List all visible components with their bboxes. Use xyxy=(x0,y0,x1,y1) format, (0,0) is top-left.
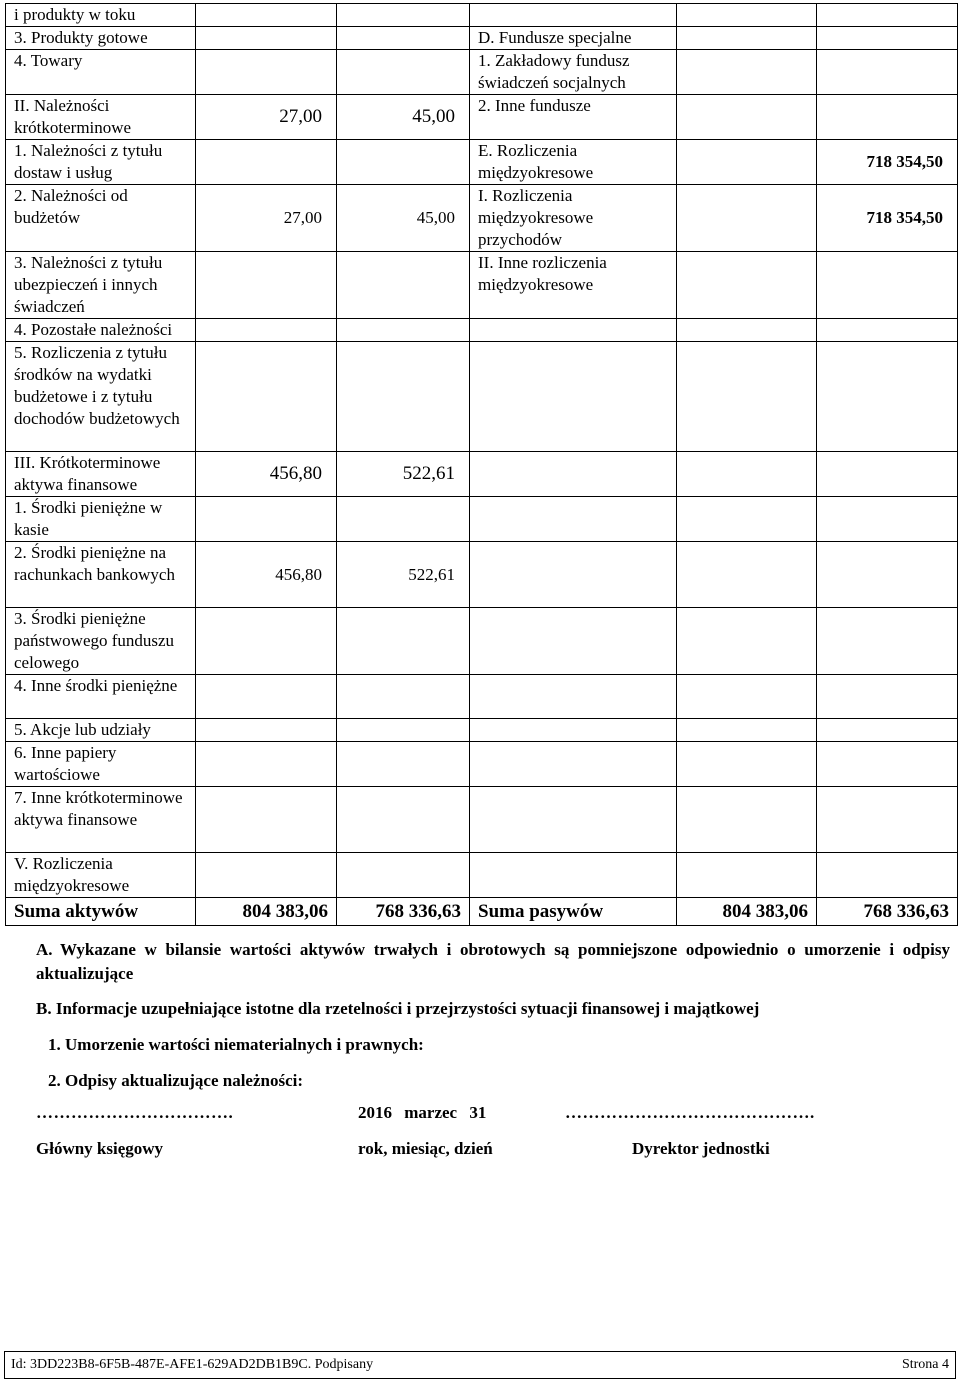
asset-value-1: 456,80 xyxy=(196,542,337,608)
liability-value-2 xyxy=(817,497,958,542)
liability-label xyxy=(470,542,677,608)
asset-value-2: 45,00 xyxy=(337,95,470,140)
note-a xyxy=(36,938,950,986)
asset-value-2 xyxy=(337,608,470,675)
asset-label: II. Należności krótkoterminowe xyxy=(6,95,196,140)
liability-value-1 xyxy=(677,853,817,898)
asset-value-2 xyxy=(337,719,470,742)
liability-value-2 xyxy=(817,675,958,719)
sum-liabilities-label: Suma pasywów xyxy=(470,898,677,926)
sum-assets-label: Suma aktywów xyxy=(6,898,196,926)
signature-line-right: ……………………………………. xyxy=(565,1103,815,1122)
asset-value-1 xyxy=(196,675,337,719)
asset-value-2 xyxy=(337,497,470,542)
liability-label xyxy=(470,742,677,787)
asset-label: 3. Należności z tytułu ubezpieczeń i innych świadczeń xyxy=(6,252,196,319)
asset-label: 6. Inne papiery wartościowe xyxy=(6,742,196,787)
asset-value-2 xyxy=(337,140,470,185)
asset-value-1: 27,00 xyxy=(196,95,337,140)
note-a-letter: A. xyxy=(36,940,53,959)
signature-line-left: ……………………………. xyxy=(36,1103,234,1122)
asset-label: 5. Akcje lub udziały xyxy=(6,719,196,742)
liability-label: E. Rozliczenia międzyokresowe xyxy=(470,140,677,185)
asset-label: 5. Rozliczenia z tytułu środków na wydatki budżetowe i z tytułu dochodów budżetowych xyxy=(6,342,196,452)
liability-label xyxy=(470,342,677,452)
sum-liabilities-value-2: 768 336,63 xyxy=(817,898,958,926)
date-label: rok, miesiąc, dzień xyxy=(358,1139,493,1158)
table-row xyxy=(6,787,958,853)
liability-value-2 xyxy=(817,787,958,853)
asset-value-1 xyxy=(196,853,337,898)
liability-value-1 xyxy=(677,742,817,787)
liability-value-2 xyxy=(817,608,958,675)
director-label: Dyrektor jednostki xyxy=(632,1139,770,1158)
table-row xyxy=(6,719,958,742)
asset-value-1 xyxy=(196,342,337,452)
asset-value-1 xyxy=(196,27,337,50)
asset-value-2 xyxy=(337,4,470,27)
liability-value-2 xyxy=(817,542,958,608)
table-row xyxy=(6,140,958,185)
liability-label xyxy=(470,675,677,719)
sum-assets-value-2: 768 336,63 xyxy=(337,898,470,926)
liability-label xyxy=(470,853,677,898)
asset-value-2 xyxy=(337,742,470,787)
asset-label: 2. Środki pieniężne na rachunkach bankowych xyxy=(6,542,196,608)
asset-label: V. Rozliczenia międzyokresowe xyxy=(6,853,196,898)
liability-value-1 xyxy=(677,50,817,95)
asset-value-1 xyxy=(196,4,337,27)
liability-value-2 xyxy=(817,50,958,95)
table-row xyxy=(6,27,958,50)
liability-label: 1. Zakładowy fundusz świadczeń socjalnych xyxy=(470,50,677,95)
liability-label xyxy=(470,497,677,542)
liability-value-2 xyxy=(817,319,958,342)
liability-value-1 xyxy=(677,497,817,542)
asset-label: 1. Należności z tytułu dostaw i usług xyxy=(6,140,196,185)
liability-label xyxy=(470,719,677,742)
note-b-letter: B. xyxy=(36,999,52,1018)
asset-value-2: 522,61 xyxy=(337,542,470,608)
note-b-text: Informacje uzupełniające istotne dla rzetelności i przejrzystości sytuacji finansowej i majątkowej xyxy=(55,999,760,1018)
table-row xyxy=(6,452,958,497)
asset-value-2 xyxy=(337,319,470,342)
table-row xyxy=(6,50,958,95)
signature-date: 2016 marzec 31 xyxy=(358,1103,487,1122)
liability-value-2 xyxy=(817,342,958,452)
note-item-2: 2. Odpisy aktualizujące należności: xyxy=(48,1071,304,1090)
asset-value-1 xyxy=(196,319,337,342)
liability-value-1 xyxy=(677,787,817,853)
liability-value-1 xyxy=(677,95,817,140)
asset-value-2 xyxy=(337,675,470,719)
asset-value-2 xyxy=(337,252,470,319)
liability-label xyxy=(470,452,677,497)
liability-value-2 xyxy=(817,252,958,319)
asset-label: 3. Środki pieniężne państwowego funduszu celowego xyxy=(6,608,196,675)
note-a-text: Wykazane w bilansie wartości aktywów trwałych i obrotowych są pomniejszone odpowiednio o umorzenie i odpisy aktualizujące xyxy=(36,940,950,983)
asset-value-2 xyxy=(337,787,470,853)
asset-label: 4. Inne środki pieniężne xyxy=(6,675,196,719)
liability-value-1 xyxy=(677,452,817,497)
page-footer xyxy=(4,1351,956,1379)
asset-value-1 xyxy=(196,252,337,319)
balance-sheet-table xyxy=(5,3,958,926)
table-row xyxy=(6,252,958,319)
liability-value-1 xyxy=(677,27,817,50)
liability-value-2 xyxy=(817,452,958,497)
liability-value-2: 718 354,50 xyxy=(817,185,958,252)
liability-value-1 xyxy=(677,608,817,675)
table-row xyxy=(6,319,958,342)
liability-label: I. Rozliczenia międzyokresowe przychodów xyxy=(470,185,677,252)
note-item-1: 1. Umorzenie wartości niematerialnych i prawnych: xyxy=(48,1035,424,1054)
asset-value-1 xyxy=(196,608,337,675)
asset-label: 4. Pozostałe należności xyxy=(6,319,196,342)
asset-label: 1. Środki pieniężne w kasie xyxy=(6,497,196,542)
asset-label: 3. Produkty gotowe xyxy=(6,27,196,50)
liability-label xyxy=(470,787,677,853)
asset-value-2 xyxy=(337,27,470,50)
liability-value-1 xyxy=(677,342,817,452)
liability-label xyxy=(470,608,677,675)
asset-value-1: 27,00 xyxy=(196,185,337,252)
asset-value-2: 45,00 xyxy=(337,185,470,252)
sum-liabilities-value-1: 804 383,06 xyxy=(677,898,817,926)
asset-label: 2. Należności od budżetów xyxy=(6,185,196,252)
asset-value-2 xyxy=(337,50,470,95)
liability-value-1 xyxy=(677,319,817,342)
table-row xyxy=(6,4,958,27)
asset-value-1: 456,80 xyxy=(196,452,337,497)
liability-value-2 xyxy=(817,742,958,787)
liability-label: 2. Inne fundusze xyxy=(470,95,677,140)
liability-value-2: 718 354,50 xyxy=(817,140,958,185)
liability-value-1 xyxy=(677,675,817,719)
table-row xyxy=(6,608,958,675)
table-row xyxy=(6,342,958,452)
asset-value-1 xyxy=(196,50,337,95)
liability-value-1 xyxy=(677,185,817,252)
note-b xyxy=(36,997,950,1021)
table-row xyxy=(6,95,958,140)
liability-value-1 xyxy=(677,252,817,319)
asset-value-2 xyxy=(337,342,470,452)
liability-label: D. Fundusze specjalne xyxy=(470,27,677,50)
asset-value-2 xyxy=(337,853,470,898)
liability-value-1 xyxy=(677,719,817,742)
asset-value-1 xyxy=(196,140,337,185)
asset-label: i produkty w toku xyxy=(6,4,196,27)
liability-value-1 xyxy=(677,542,817,608)
table-row xyxy=(6,742,958,787)
sum-assets-value-1: 804 383,06 xyxy=(196,898,337,926)
liability-value-2 xyxy=(817,4,958,27)
table-row xyxy=(6,185,958,252)
table-row xyxy=(6,853,958,898)
liability-label: II. Inne rozliczenia międzyokresowe xyxy=(470,252,677,319)
liability-value-1 xyxy=(677,4,817,27)
liability-value-1 xyxy=(677,140,817,185)
asset-value-2: 522,61 xyxy=(337,452,470,497)
liability-value-2 xyxy=(817,719,958,742)
chief-accountant-label: Główny księgowy xyxy=(36,1139,164,1158)
page-number: Strona 4 xyxy=(901,1357,949,1372)
asset-value-1 xyxy=(196,787,337,853)
table-row xyxy=(6,497,958,542)
liability-label xyxy=(470,319,677,342)
table-row xyxy=(6,675,958,719)
liability-value-2 xyxy=(817,27,958,50)
liability-value-2 xyxy=(817,853,958,898)
liability-label xyxy=(470,4,677,27)
document-id: Id: 3DD223B8-6F5B-487E-AFE1-629AD2DB1B9C. Podpisany xyxy=(11,1357,374,1372)
table-row xyxy=(6,542,958,608)
asset-label: 7. Inne krótkoterminowe aktywa finansowe xyxy=(6,787,196,853)
sum-row xyxy=(6,898,958,926)
asset-value-1 xyxy=(196,497,337,542)
asset-label: III. Krótkoterminowe aktywa finansowe xyxy=(6,452,196,497)
asset-value-1 xyxy=(196,742,337,787)
asset-label: 4. Towary xyxy=(6,50,196,95)
liability-value-2 xyxy=(817,95,958,140)
asset-value-1 xyxy=(196,719,337,742)
